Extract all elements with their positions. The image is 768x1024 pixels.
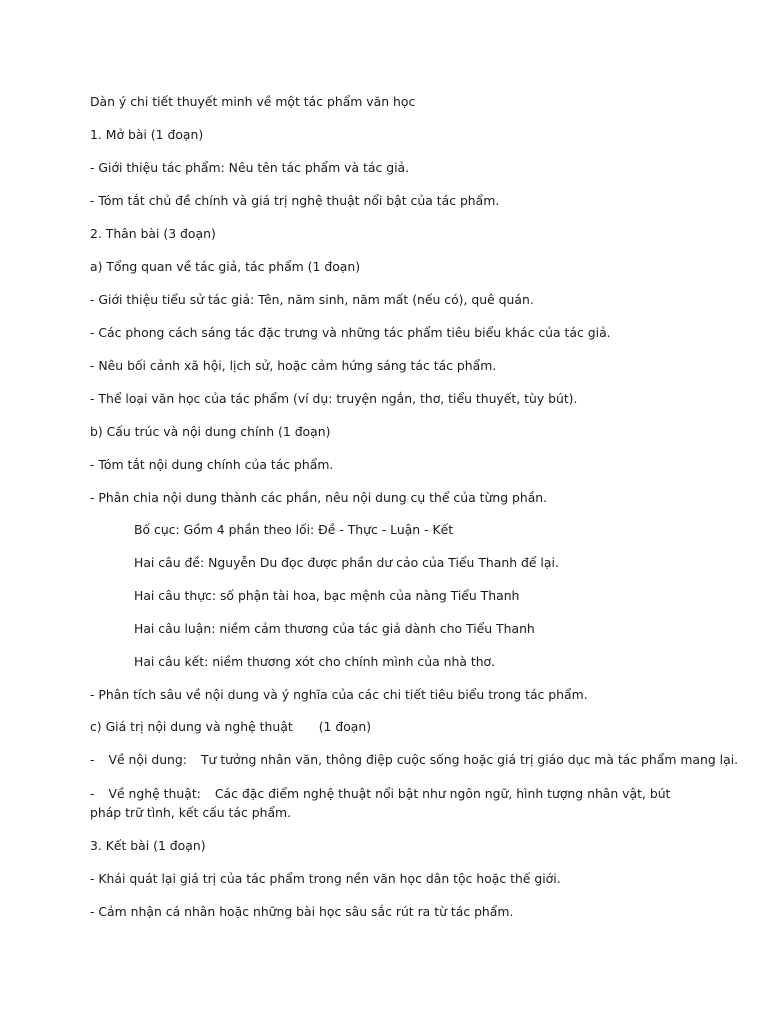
section-2b-subitem: Hai câu luận: niềm cảm thương của tác giả dành cho Tiểu Thanh: [134, 621, 535, 636]
section-2c-content-item: [90, 752, 738, 768]
section-1-heading: 1. Mở bài (1 đoạn): [90, 127, 204, 142]
section-2b-subitem: Hai câu kết: niềm thương xót cho chính mình của nhà thơ.: [134, 654, 496, 669]
content-text: Tư tưởng nhân văn, thông điệp cuộc sống hoặc giá trị giáo dục mà tác phẩm mang lại.: [200, 752, 739, 767]
section-2c-art-item: [90, 784, 675, 822]
content-label: Về nội dung:: [108, 752, 187, 767]
document-title: Dàn ý chi tiết thuyết minh về một tác phẩm văn học: [90, 94, 416, 109]
section-2a-item: - Nêu bối cảnh xã hội, lịch sử, hoặc cảm hứng sáng tác tác phẩm.: [90, 358, 497, 373]
art-dash: -: [90, 786, 95, 801]
section-2a-item: - Các phong cách sáng tác đặc trưng và những tác phẩm tiêu biểu khác của tác giả.: [90, 325, 611, 340]
section-1-item: - Giới thiệu tác phẩm: Nêu tên tác phẩm và tác giả.: [90, 160, 410, 175]
section-2a-item: - Giới thiệu tiểu sử tác giả: Tên, năm sinh, năm mất (nếu có), quê quán.: [90, 292, 534, 307]
section-3-item: - Cảm nhận cá nhân hoặc những bài học sâu sắc rút ra từ tác phẩm.: [90, 904, 514, 919]
section-1-item: - Tóm tắt chủ đề chính và giá trị nghệ thuật nổi bật của tác phẩm.: [90, 193, 500, 208]
section-3-heading: 3. Kết bài (1 đoạn): [90, 838, 206, 853]
content-dash: -: [90, 752, 95, 767]
section-2b-subitem: Hai câu đề: Nguyễn Du đọc được phần dư cảo của Tiểu Thanh để lại.: [134, 555, 559, 570]
art-label: Về nghệ thuật:: [108, 786, 201, 801]
section-2b-item: - Phân chia nội dung thành các phần, nêu nội dung cụ thể của từng phần.: [90, 490, 548, 505]
section-3-item: - Khái quát lại giá trị của tác phẩm trong nền văn học dân tộc hoặc thế giới.: [90, 871, 561, 886]
section-2a-item: - Thể loại văn học của tác phẩm (ví dụ: truyện ngắn, thơ, tiểu thuyết, tùy bút).: [90, 391, 578, 406]
section-2b-item: - Tóm tắt nội dung chính của tác phẩm.: [90, 457, 334, 472]
section-2b-subitem: Hai câu thực: số phận tài hoa, bạc mệnh của nàng Tiểu Thanh: [134, 588, 520, 603]
art-text: Các đặc điểm nghệ thuật nổi bật như ngôn ngữ, hình tượng nhân vật, bút pháp trữ tình, kết cấu tác phẩm.: [90, 786, 671, 820]
section-2b-subitem: Bố cục: Gồm 4 phần theo lối: Đề - Thực - Luận - Kết: [134, 522, 454, 537]
section-2c-heading-suffix: (1 đoạn): [318, 719, 372, 734]
section-2c-heading: [90, 719, 371, 735]
section-2c-heading-text: c) Giá trị nội dung và nghệ thuật: [90, 719, 293, 734]
section-2a-heading: a) Tổng quan về tác giả, tác phẩm (1 đoạn): [90, 259, 361, 274]
section-2b-final-item: - Phân tích sâu về nội dung và ý nghĩa của các chi tiết tiêu biểu trong tác phẩm.: [90, 687, 588, 702]
section-2b-heading: b) Cấu trúc và nội dung chính (1 đoạn): [90, 424, 331, 439]
section-2-heading: 2. Thân bài (3 đoạn): [90, 226, 216, 241]
